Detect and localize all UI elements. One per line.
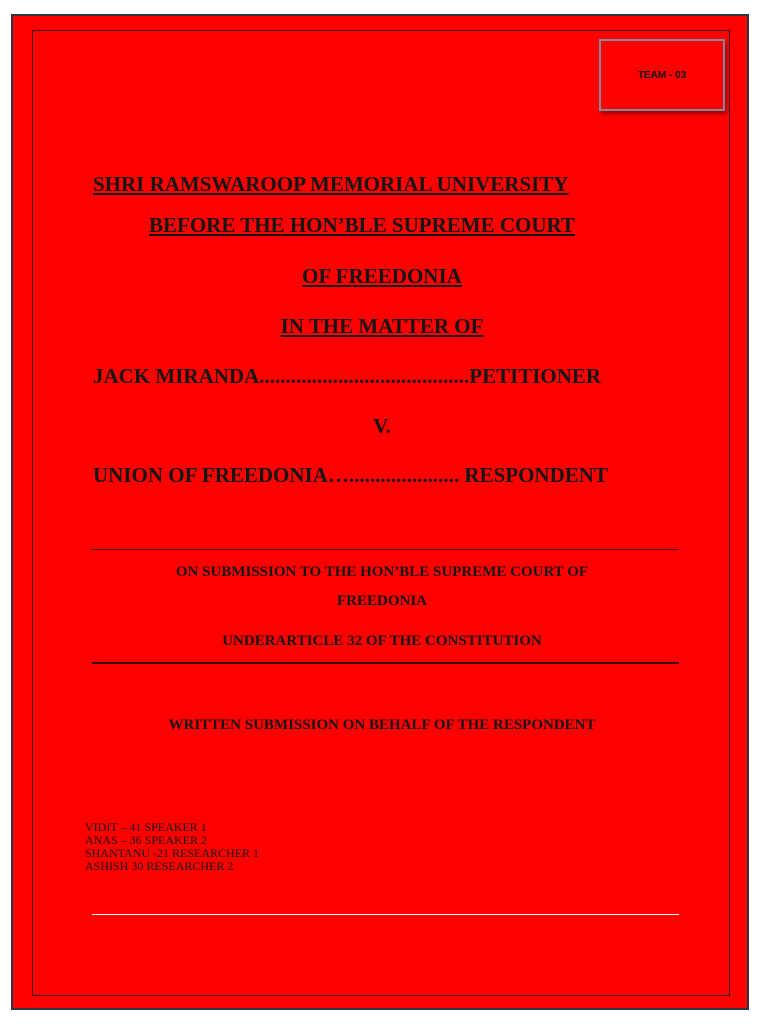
divider-top [92, 549, 679, 550]
team-label-box [599, 39, 725, 111]
respondent-line: UNION OF FREEDONIA…..................... RESPONDENT [93, 463, 608, 487]
divider-bottom [92, 914, 679, 915]
member-item: SHANTANU -21 RESEARCHER 1 [85, 846, 260, 860]
court-title: BEFORE THE HON’BLE SUPREME COURT [149, 213, 575, 237]
team-members [85, 821, 259, 873]
submission-line-2: FREEDONIA [336, 593, 427, 609]
submission-line-1: ON SUBMISSION TO THE HON’BLE SUPREME COURT OF [175, 564, 589, 580]
member-item: ANAS – 36 SPEAKER 2 [85, 833, 208, 847]
behalf-line: WRITTEN SUBMISSION ON BEHALF OF THE RESPONDENT [168, 717, 596, 733]
member-item: ASHISH 30 RESEARCHER 2 [85, 859, 234, 873]
versus-label: V. [373, 414, 391, 438]
country-title: OF FREEDONIA [302, 264, 462, 288]
matter-title: IN THE MATTER OF [280, 314, 484, 338]
divider-middle [92, 662, 679, 664]
petitioner-line: JACK MIRANDA........................................PETITIONER [93, 364, 602, 388]
member-item: VIDIT – 41 SPEAKER 1 [85, 820, 207, 834]
team-label: TEAM - 03 [637, 69, 687, 81]
document-cover [11, 14, 749, 1010]
university-title: SHRI RAMSWAROOP MEMORIAL UNIVERSITY [93, 172, 569, 196]
article-line: UNDERARTICLE 32 OF THE CONSTITUTION [222, 633, 542, 649]
